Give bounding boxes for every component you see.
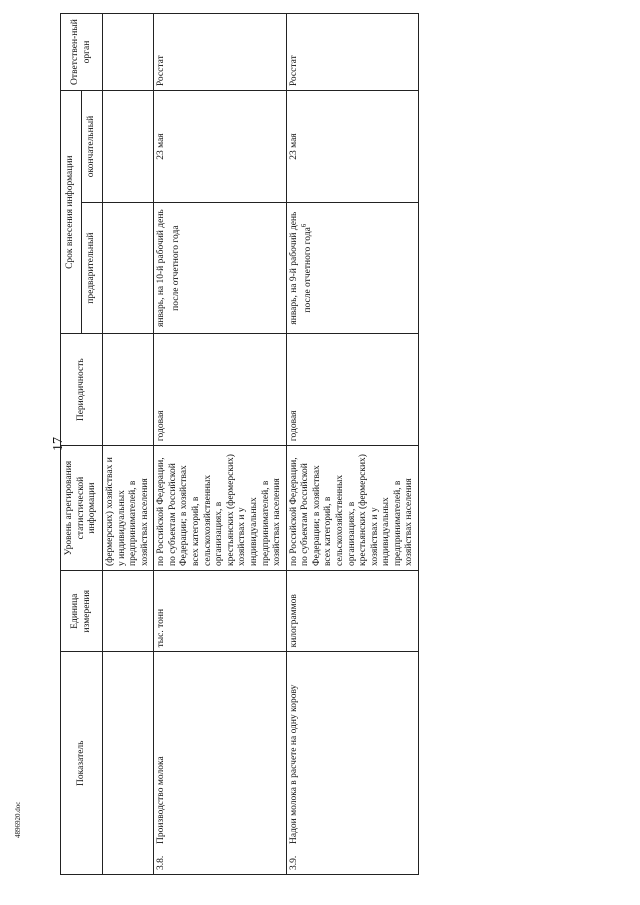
indicator-cell (286, 652, 418, 875)
header-final: окончательный (82, 91, 103, 203)
unit-cell: тыс. тонн (154, 571, 286, 652)
table-row (154, 14, 286, 875)
aggregation-cell: по Российской Федерации, по субъектам Российской Федерации; в хозяйствах всех категорий, в сельскохозяйственных организациях, в крестьянских (фермерских) хозяйствах и у индивидуальных предпринимателей, в хозяйствах населения (154, 446, 286, 571)
header-aggregation: Уровень агрегирования статистической информации (61, 446, 103, 571)
continuation-aggregation: (фермерских) хозяйствах и у индивидуальных предпринимателей, в хозяйствах населения (103, 446, 154, 571)
preliminary-text: январь, на 9-й рабочий день после отчетного года (288, 211, 314, 325)
header-unit: Единица измерения (61, 571, 103, 652)
header-responsible: Ответствен-ный орган (61, 14, 103, 91)
table-row (286, 14, 418, 875)
rotated-table-sheet (60, 13, 620, 875)
final-cell: 23 мая (286, 91, 418, 203)
document-code: 4896920.doc (14, 801, 22, 838)
responsible-cell: Росстат (286, 14, 418, 91)
header-periodicity: Периодичность (61, 334, 103, 446)
statistics-table (60, 13, 419, 875)
header-indicator: Показатель (61, 652, 103, 875)
preliminary-text: январь, на 10-й рабочий день после отчетного года (156, 209, 182, 328)
periodicity-cell: годовая (154, 334, 286, 446)
unit-cell: килограммов (286, 571, 418, 652)
header-deadline: Срок внесения информации (61, 91, 82, 334)
indicator-cell (154, 652, 286, 875)
continuation-row (103, 14, 154, 875)
header-preliminary: предварительный (82, 202, 103, 333)
indicator-text: Надои молока в расчете на одну корову (288, 684, 299, 844)
footnote-ref: 6 (300, 223, 309, 228)
final-cell: 23 мая (154, 91, 286, 203)
responsible-cell: Росстат (154, 14, 286, 91)
aggregation-cell: по Российской Федерации, по субъектам Российской Федерации; в хозяйствах всех категорий, в сельскохозяйственных организациях, в крестьянских (фермерских) хозяйствах и у индивидуальных предпринимателей, в хозяйствах населения (286, 446, 418, 571)
periodicity-cell: годовая (286, 334, 418, 446)
indicator-text: Производство молока (156, 756, 167, 844)
preliminary-cell (154, 202, 286, 333)
row-number: 3.8. (156, 855, 167, 870)
row-number: 3.9. (288, 855, 299, 870)
preliminary-cell (286, 202, 418, 333)
page-number: 17 (51, 437, 66, 451)
